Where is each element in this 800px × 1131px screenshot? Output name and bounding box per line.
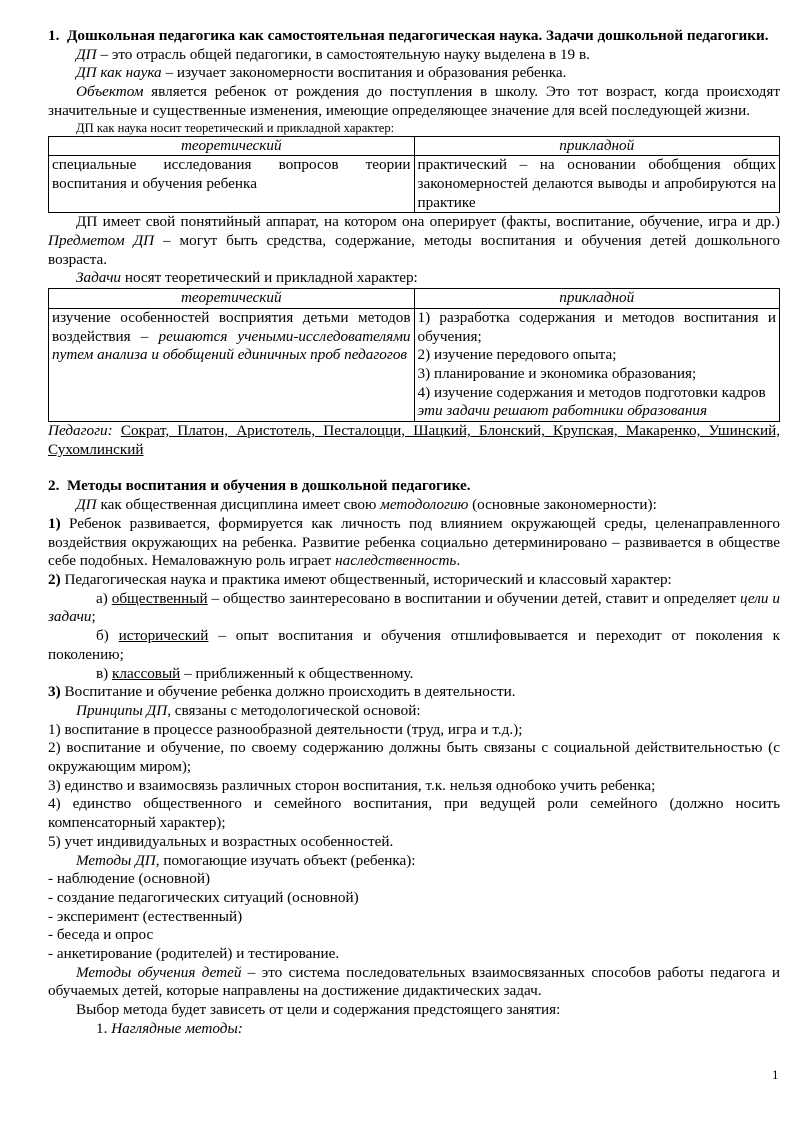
table-header: прикладной [414, 136, 780, 156]
list-item: 2) воспитание и обучение, по своему содержанию должны быть связаны с социальной действительностью (с окружающим миром); [48, 739, 780, 776]
text: Воспитание и обучение ребенка должно происходить в деятельности. [60, 683, 516, 701]
list-item: - наблюдение (основной) [48, 870, 211, 888]
paragraph [48, 571, 780, 590]
paragraph [48, 964, 780, 1001]
text: . [456, 552, 461, 570]
table-cell: специальные исследования вопросов теории воспитания и обучения ребенка [49, 156, 415, 213]
italic-note: решаются учеными-исследователями путем анализа и обобщений единичных проб педагогов [52, 327, 411, 364]
table-header: теоретический [49, 289, 415, 309]
text: – это отрасль общей педагогики, в самостоятельную науку выделена в 19 в. [96, 45, 590, 63]
term: общественный [111, 589, 208, 607]
teachers-paragraph [48, 422, 780, 459]
page-content [48, 27, 780, 1039]
text: – приближенный к общественному. [180, 664, 414, 682]
term: методологию [380, 496, 469, 514]
term: наследственность [335, 552, 457, 570]
list-item: 1) разработка содержания и методов воспитания и обучения; [417, 308, 776, 345]
text: – общество заинтересовано в воспитании и обучении детей, ставит и определяет [207, 589, 740, 607]
item-number: 1) [48, 514, 61, 532]
section1-heading: 1. Дошкольная педагогика как самостоятельная педагогическая наука. Задачи дошкольной педагогики. [48, 27, 769, 44]
table-cell: практический – на основании обобщения общих закономерностей делаются выводы и апробируются на практике [414, 156, 780, 213]
table-header: прикладной [414, 289, 780, 309]
list-item: 1) воспитание в процессе разнообразной деятельности (труд, игра и т.д.); [48, 720, 523, 738]
item-number: 2) [48, 570, 61, 588]
list-item: - эксперимент (естественный) [48, 907, 243, 925]
spacer [48, 459, 780, 477]
term: ДП [76, 496, 97, 514]
text: изучение особенностей восприятия детьми методов воздействия – [52, 308, 411, 345]
term: ДП [76, 45, 97, 63]
list-item: 3) планирование и экономика образования; [417, 364, 697, 382]
text: Ребенок развивается, формируется как личность под влиянием окружающей среды, целенаправленного воздействия окружающих на ребенка. Развитие ребенка социально детерминировано – развивается в обществе себе подобных. Немаловажную роль играет [48, 514, 780, 570]
paragraph [48, 683, 780, 702]
term: исторический [118, 627, 209, 645]
text: , связаны с методологической основой: [167, 701, 421, 719]
text: – изучает закономерности воспитания и образования ребенка. [161, 64, 567, 82]
paragraph [48, 213, 780, 269]
list-item: - беседа и опрос [48, 926, 154, 944]
text: б) [96, 627, 119, 645]
text: в) [96, 664, 113, 682]
text: является ребенок от рождения до поступления в школу. Это тот возраст, когда происходят значительные и существенные изменения, имеющие определяющее значение для всей последующей жизни. [48, 83, 780, 119]
term: классовый [112, 664, 181, 682]
paragraph [48, 627, 780, 664]
text: 1. [96, 1019, 112, 1037]
tasks-table [48, 288, 780, 422]
list-item: 3) единство и взаимосвязь различных сторон воспитания, т.к. нельзя однобоко учить ребенка; [48, 776, 656, 794]
term: Принципы ДП [76, 701, 168, 719]
term: Педагоги: [48, 422, 113, 440]
section2-heading: 2. Методы воспитания и обучения в дошкольной педагогике. [48, 477, 471, 495]
item-number: 3) [48, 683, 61, 701]
paragraph [48, 496, 780, 515]
paragraph [48, 702, 780, 721]
list-item: 4) изучение содержания и методов подготовки кадров [417, 383, 766, 401]
paragraph [48, 852, 780, 871]
paragraph [48, 515, 780, 571]
paragraph [48, 1020, 780, 1039]
term: Наглядные методы: [111, 1019, 243, 1037]
text: – могут быть средства, содержание, методы воспитания и обучения детей дошкольного возраста. [48, 232, 780, 268]
paragraph [48, 64, 780, 83]
text: – это система последовательных взаимосвязанных способов работы педагога и обучаемых детей, которые направлены на достижение дидактических задач. [48, 963, 780, 1000]
table-cell [414, 308, 780, 421]
text: , помогающие изучать объект (ребенка): [155, 851, 416, 869]
term: Предметом ДП [48, 232, 155, 250]
paragraph [48, 269, 780, 288]
list-item: 4) единство общественного и семейного воспитания, при ведущей роли семейного (должно носить компенсаторный характер); [48, 795, 780, 832]
term: Объектом [76, 83, 144, 101]
term: Задачи [76, 269, 122, 287]
term: ДП как наука [76, 64, 162, 82]
list-item: - создание педагогических ситуаций (основной) [48, 888, 359, 906]
list-item: 2) изучение передового опыта; [417, 346, 617, 364]
term: Методы обучения детей [76, 963, 242, 981]
list-item: - анкетирование (родителей) и тестирование. [48, 945, 340, 963]
term: цели и задачи [48, 589, 780, 626]
paragraph [48, 46, 780, 65]
table-header: теоретический [49, 136, 415, 156]
paragraph [48, 83, 780, 120]
text: как общественная дисциплина имеет свою [96, 496, 381, 514]
science-character-table [48, 136, 780, 214]
text: ДП имеет свой понятийный аппарат, на котором она оперирует (факты, воспитание, обучение, игра и др.) [76, 213, 780, 231]
paragraph: Выбор метода будет зависеть от цели и содержания предстоящего занятия: [76, 1001, 561, 1019]
text: ; [91, 608, 96, 626]
text: (основные закономерности): [468, 496, 657, 514]
table-caption: ДП как наука носит теоретический и прикладной характер: [76, 120, 395, 135]
italic-note: эти задачи решают работники образования [417, 402, 708, 420]
paragraph [48, 590, 780, 627]
teachers-list: Сократ, Платон, Аристотель, Песталоцци, Шацкий, Блонский, Крупская, Макаренко, Ушинский, Сухомлинский [48, 422, 780, 458]
table-cell [49, 308, 415, 421]
term: Методы ДП [76, 851, 156, 869]
text: Педагогическая наука и практика имеют общественный, исторический и классовый характер: [60, 570, 672, 588]
text: а) [96, 589, 112, 607]
list-item: 5) учет индивидуальных и возрастных особенностей. [48, 832, 394, 850]
paragraph [48, 665, 780, 684]
page-number: 1 [772, 1067, 779, 1082]
text: – опыт воспитания и обучения отшлифовывается и переходит от поколения к поколению; [48, 627, 780, 663]
text: носят теоретический и прикладной характер: [121, 269, 418, 287]
